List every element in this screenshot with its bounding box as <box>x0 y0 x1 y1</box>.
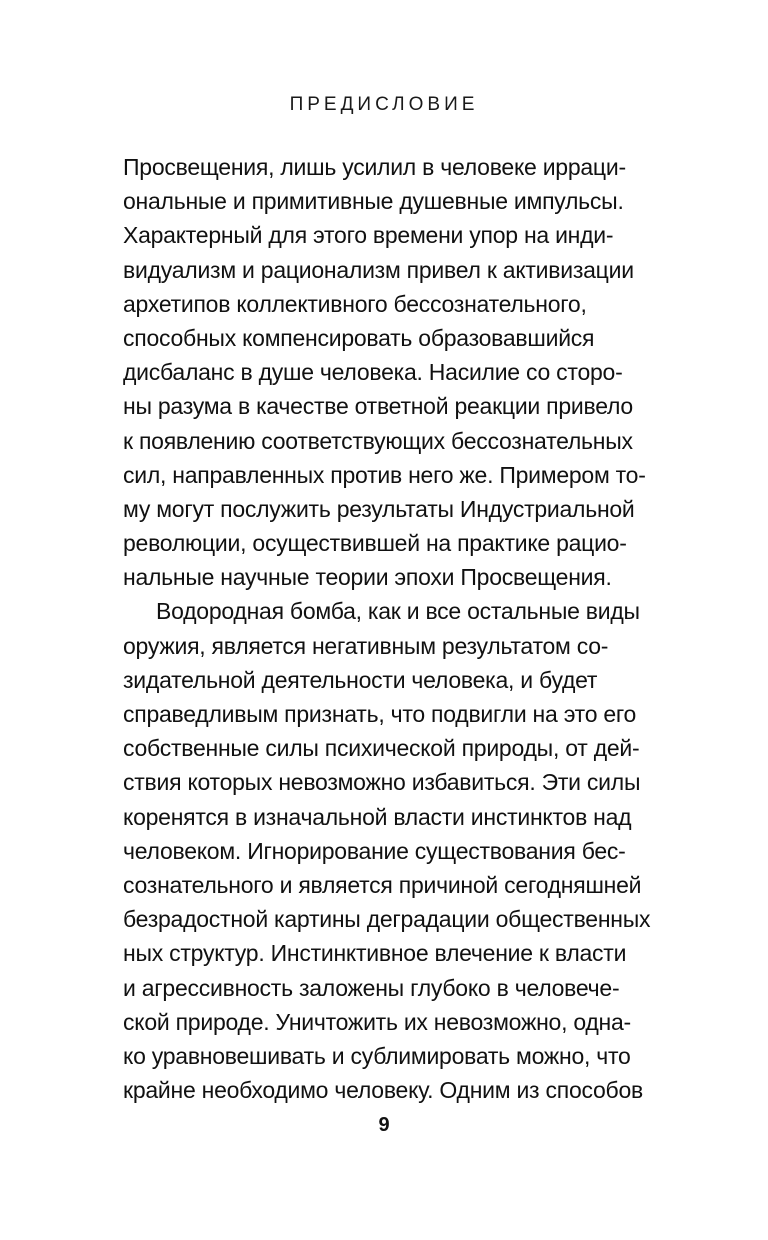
text-line: ствия которых невозможно избавиться. Эти силы <box>123 769 641 796</box>
text-line: революции, осуществившей на практике рацио- <box>123 530 627 557</box>
text-line: собственные силы психической природы, от дей- <box>123 735 640 762</box>
text-line: безрадостной картины деградации общественных <box>123 906 651 933</box>
text-line: ональные и примитивные душевные импульсы. <box>123 188 624 215</box>
text-line: сил, направленных против него же. Примером то- <box>123 461 646 488</box>
text-line: ской природе. Уничтожить их невозможно, одна- <box>123 1008 631 1035</box>
text-line: справедливым признать, что подвигли на это его <box>123 701 637 727</box>
text-line: и агрессивность заложены глубоко в человече- <box>123 974 620 1001</box>
text-line: нальные научные теории эпохи Просвещения. <box>123 564 612 591</box>
text-line: способных компенсировать образовавшийся <box>123 324 595 351</box>
text-line: дисбаланс в душе человека. Насилие со сторо- <box>123 359 623 386</box>
text-line: коренятся в изначальной власти инстинктов над <box>123 803 632 830</box>
text-line: человеком. Игнорирование существования бес- <box>123 837 626 864</box>
text-line: архетипов коллективного бессознательного, <box>123 290 587 317</box>
text-line: ных структур. Инстинктивное влечение к власти <box>123 940 627 967</box>
text-line: видуализм и рационализм привел к активизации <box>123 256 634 283</box>
text-line: оружия, является негативным результатом со- <box>123 632 609 659</box>
text-line: к появлению соответствующих бессознательных <box>123 427 633 454</box>
text-line: ко уравновешивать и сублимировать можно, что <box>123 1042 631 1069</box>
text-line: му могут послужить результаты Индустриальной <box>123 495 635 522</box>
page-number: 9 <box>378 1114 390 1136</box>
paragraph-first-line: Водородная бомба, как и все остальные виды <box>156 598 640 625</box>
text-line: Просвещения, лишь усилил в человеке ирраци- <box>123 154 626 180</box>
running-head-title: ПРЕДИСЛОВИЕ <box>289 94 479 115</box>
body-text <box>123 150 651 1107</box>
text-line: Характерный для этого времени упор на инди- <box>123 222 614 249</box>
text-line: ны разума в качестве ответной реакции привело <box>123 393 633 420</box>
text-line: зидательной деятельности человека, и будет <box>123 666 598 693</box>
text-line: сознательного и является причиной сегодняшней <box>123 871 642 898</box>
text-line: крайне необходимо человеку. Одним из способов <box>123 1077 643 1104</box>
